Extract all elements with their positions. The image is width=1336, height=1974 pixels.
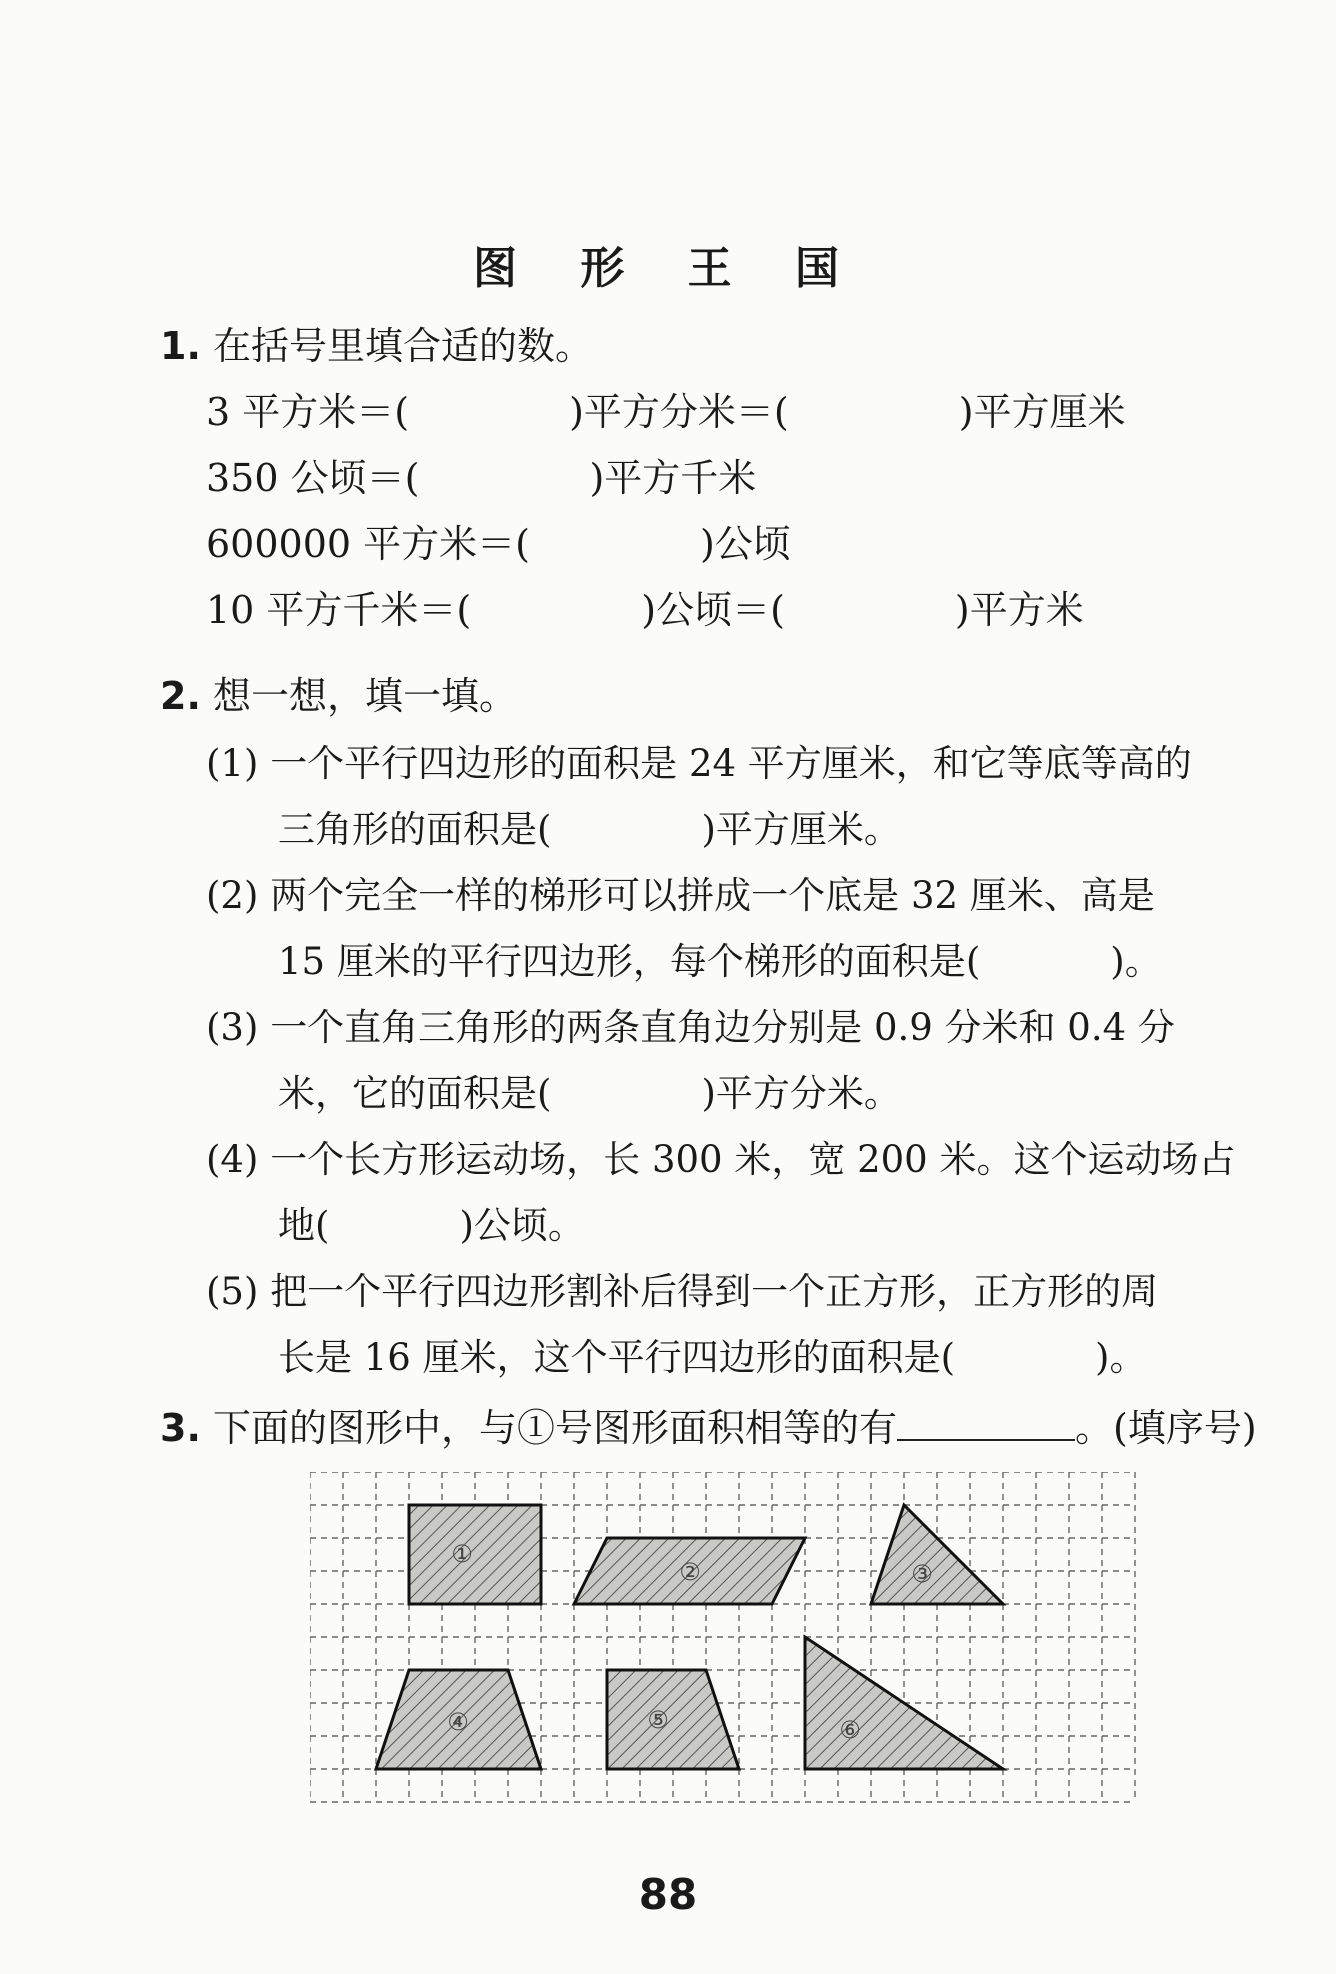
q3-number: 3. (160, 1406, 201, 1450)
q1-l1c: )平方厘米 (958, 390, 1126, 434)
shape-grid-figure (310, 1472, 1140, 1816)
q2-s5-line-1 (206, 1268, 1158, 1316)
q1-l4b: )公顷＝( (641, 588, 785, 632)
q2-s2-text-2b: )。 (1110, 940, 1162, 983)
q2-s4-text-2b: )公顷。 (459, 1204, 585, 1247)
q2-prompt-line (160, 672, 517, 720)
page-number: 88 (638, 1870, 698, 1919)
q2-s4-text-2a: 地( (278, 1204, 330, 1247)
q1-l1b: )平方分米＝( (569, 390, 789, 434)
shape-2-label: ② (679, 1558, 701, 1586)
q2-s5-label: (5) (206, 1270, 259, 1313)
q1-l3b: )公顷 (699, 522, 791, 566)
q1-line-3 (206, 520, 791, 568)
q2-s1-label: (1) (206, 742, 259, 785)
q1-l4a: 10 平方千米＝( (206, 588, 472, 632)
q2-number: 2. (160, 674, 201, 718)
q1-l2a: 350 公顷＝( (206, 456, 420, 500)
q2-s5-text-2b: )。 (1095, 1336, 1147, 1379)
q2-s3-text-2b: )平方分米。 (701, 1072, 901, 1115)
q2-s2-line-1 (206, 872, 1155, 920)
shape-1-label: ① (451, 1540, 473, 1568)
q2-s4-line-1 (206, 1136, 1235, 1184)
shape-6-label: ⑥ (839, 1716, 861, 1744)
q2-s3-line-2 (278, 1070, 901, 1118)
q3-prompt-b: 。(填序号) (1075, 1406, 1257, 1450)
q2-s5-text-1: 把一个平行四边形割补后得到一个正方形，正方形的周 (270, 1270, 1159, 1313)
q1-l2b: )平方千米 (589, 456, 757, 500)
q2-s4-text-1: 一个长方形运动场，长 300 米，宽 200 米。这个运动场占 (270, 1138, 1236, 1181)
q2-s3-label: (3) (206, 1006, 259, 1049)
q1-l3a: 600000 平方米＝( (206, 522, 530, 566)
q2-s5-text-2a: 长是 16 厘米，这个平行四边形的面积是( (278, 1336, 956, 1379)
q2-s2-text-1: 两个完全一样的梯形可以拼成一个底是 32 厘米、高是 (270, 874, 1155, 917)
q2-s3-text-1: 一个直角三角形的两条直角边分别是 0.9 分米和 0.4 分 (270, 1006, 1175, 1049)
q3-prompt-line (160, 1404, 1257, 1452)
shape-3-label: ③ (911, 1560, 933, 1588)
shape-5-trapezoid (607, 1670, 739, 1769)
q2-s1-text-2a: 三角形的面积是( (278, 808, 552, 851)
q2-s3-text-2a: 米，它的面积是( (278, 1072, 552, 1115)
page-title: 图 形 王 国 (473, 243, 863, 294)
q1-number: 1. (160, 324, 201, 368)
q2-s2-label: (2) (206, 874, 259, 917)
q2-s2-line-2 (278, 938, 1162, 986)
q2-s4-label: (4) (206, 1138, 259, 1181)
q2-s1-text-2b: )平方厘米。 (701, 808, 901, 851)
q2-s4-line-2 (278, 1202, 585, 1250)
q1-prompt: 在括号里填合适的数。 (212, 324, 593, 368)
q1-l1a: 3 平方米＝( (206, 390, 410, 434)
q2-prompt: 想一想，填一填。 (212, 674, 517, 718)
shape-5-label: ⑤ (647, 1706, 669, 1734)
q2-s1-text-1: 一个平行四边形的面积是 24 平方厘米，和它等底等高的 (270, 742, 1192, 785)
q3-prompt-a: 下面的图形中，与①号图形面积相等的有 (212, 1406, 897, 1450)
q1-line-2 (206, 454, 756, 502)
q1-prompt-line (160, 322, 593, 370)
q3-answer-line[interactable] (897, 1405, 1075, 1441)
q2-s3-line-1 (206, 1004, 1175, 1052)
q2-s2-text-2a: 15 厘米的平行四边形，每个梯形的面积是( (278, 940, 981, 983)
q1-line-1 (206, 388, 1126, 436)
shape-4-label: ④ (447, 1708, 469, 1736)
q1-l4c: )平方米 (954, 588, 1084, 632)
shape-1-rectangle (409, 1505, 541, 1604)
q2-s1-line-2 (278, 806, 901, 854)
q2-s1-line-1 (206, 740, 1192, 788)
q1-line-4 (206, 586, 1084, 634)
q2-s5-line-2 (278, 1334, 1146, 1382)
